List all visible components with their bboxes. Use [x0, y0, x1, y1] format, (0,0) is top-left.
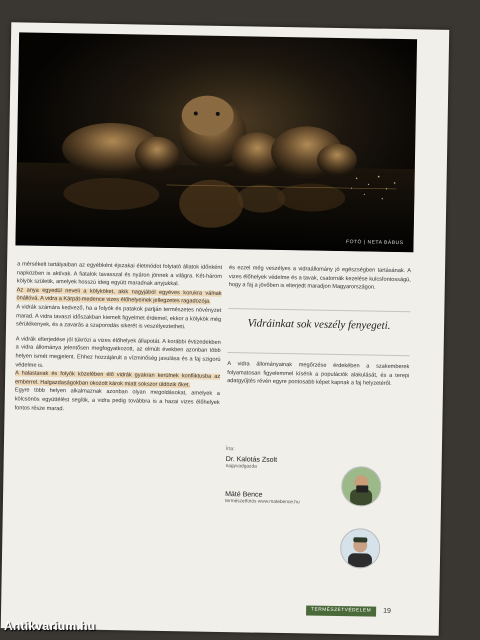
article-column-2	[229, 264, 411, 293]
highlighted-text: A halastavak és folyók közelében élő vidrák gyakran kerülnek konfliktusba az emberrel. Halgazdaságokban okozott károk miatt sokszor üldözik őket.	[14, 370, 221, 389]
otter-illustration	[15, 32, 417, 252]
paragraph: Egyre több helyen alkalmaznak azonban olyan megoldásokat, amelyek a kölcsönös együttélést segítik, a vidra pedig továbbra is a hazai vizes élőhelyek fontos része marad.	[14, 387, 220, 412]
otter-photo	[15, 32, 417, 252]
paragraph: A vidrák számára kedvező, ha a folyók és patakok partján természetes növényzet marad. A vidra tavaszi időszakban kiemelt figyelmet érdemel, ekkor a kölykök még sérülékenyek, és a zavarás a szaporodás sikerét is veszélyeztetheti.	[15, 304, 222, 331]
author-name: Máté Bence	[225, 491, 263, 499]
author-box	[225, 446, 408, 507]
article-column-1	[15, 260, 223, 416]
magazine-page	[1, 22, 450, 636]
photo-credit: FOTÓ | NETA BÁBUS	[345, 239, 404, 247]
paragraph: A vidra állományainak megőrzése érdekében a szakemberek folyamatosan figyelemmel kísérik a populációk alakulását, és a terepi adatgyűjtés révén egyre pontosabb képet kapnak a faj helyzetéről.	[227, 361, 410, 388]
author-name: Dr. Kalotás Zsolt	[225, 456, 278, 464]
page-number: 19	[383, 607, 391, 615]
watermark: Antikvarium.hu	[4, 619, 96, 633]
pull-quote: Vidráinkat sok veszély fenyegeti.	[247, 317, 391, 332]
paragraph: és ezzel még veszélyes a vidraállomány jó egészségben tartásának. A vizes élőhelyek védelme és a tavak, csatornák kezelése kulcsfontosságú, hogy a faj a jövőben is elterjedt maradjon Magyarországon.	[228, 265, 412, 291]
article-column-2-lower	[227, 360, 409, 389]
author-label: Írta:	[225, 446, 235, 453]
quote-rule-top	[228, 308, 410, 312]
author-role: természetfotós www.matebence.hu	[224, 499, 300, 506]
highlighted-text: Az anya egyedül neveli a kölyköket, akik nagyjából egyéves korukra válnak önállóvá. A vidra a Kárpát-medence vizes élőhelyeinek jellegzetes ragadozója.	[16, 287, 222, 306]
paragraph: A vidrák elterjedése jól tükrözi a vizes élőhelyek állapotát. A korábbi évtizedekben a vidra állománya jelentősen megfogyatkozott, az elmúlt években azonban több helyen ismét megjelent. Ehhez hozzájárult a vízminőség javulása és a faj szigorú védelme is.	[15, 336, 221, 369]
section-label: TERMÉSZETVÉDELEM	[306, 605, 376, 616]
author-2-photo	[340, 528, 381, 569]
quote-rule-bottom	[228, 352, 410, 356]
paragraph: a mérsékelt tartályaiban az egyébként éjszakai életmódot folytató állatok időnként napközben is aktívak. A fiatalok tavasszal és nyáron jönnek a világra. Két-három kölyök születik, amelyek hosszú ideig együtt maradnak anyjukkal.	[16, 261, 223, 288]
author-role: nagyvadgazda	[225, 464, 257, 470]
author-1	[226, 456, 408, 472]
